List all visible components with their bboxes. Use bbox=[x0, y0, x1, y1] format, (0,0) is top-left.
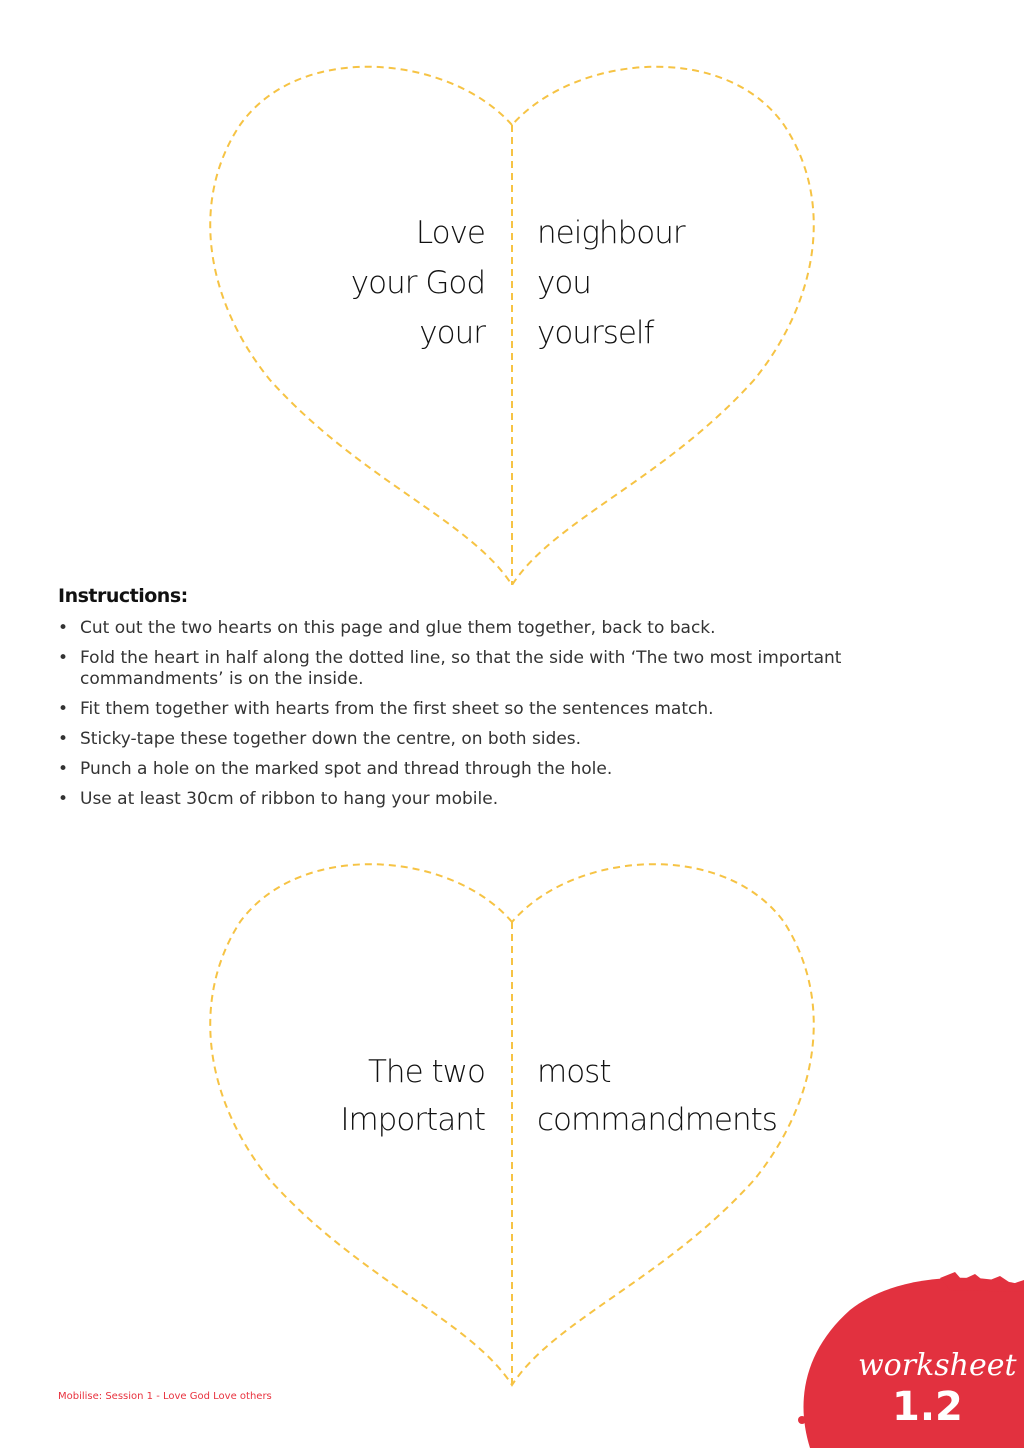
bottom-left-line-2: Important bbox=[340, 1102, 485, 1138]
worksheet-label: worksheet bbox=[858, 1348, 1017, 1383]
footer-session-text: Mobilise: Session 1 - Love God Love others bbox=[58, 1391, 272, 1402]
top-left-line-2: your God bbox=[350, 265, 485, 301]
top-heart-left-text bbox=[351, 208, 485, 358]
instruction-item: • Cut out the two hearts on this page and glue them together, back to back. bbox=[56, 618, 896, 639]
instruction-item: • Fold the heart in half along the dotted line, so that the side with ‘The two most important commandments’ is on the inside. bbox=[56, 648, 896, 690]
bottom-right-line-1: most bbox=[537, 1054, 611, 1090]
instruction-item: • Punch a hole on the marked spot and thread through the hole. bbox=[56, 759, 896, 780]
worksheet-number: 1.2 bbox=[892, 1384, 963, 1430]
top-left-line-3: your bbox=[419, 315, 485, 351]
top-heart-outline bbox=[0, 0, 1024, 600]
bottom-heart-right-text bbox=[537, 1048, 777, 1144]
instruction-item: • Use at least 30cm of ribbon to hang your mobile. bbox=[56, 789, 896, 810]
badge-blob-splatter bbox=[940, 1272, 1024, 1292]
instruction-item: • Fit them together with hearts from the first sheet so the sentences match. bbox=[56, 699, 896, 720]
bottom-right-line-2: commandments bbox=[537, 1102, 777, 1138]
top-right-line-2: you bbox=[537, 265, 591, 301]
instructions-list bbox=[56, 618, 896, 819]
top-left-line-1: Love bbox=[415, 215, 485, 251]
bottom-heart-left-text bbox=[340, 1048, 485, 1144]
top-right-line-1: neighbour bbox=[537, 215, 685, 251]
instructions-title: Instructions: bbox=[58, 585, 188, 607]
badge-blob-dot bbox=[798, 1416, 806, 1424]
top-heart-right-text bbox=[537, 208, 685, 358]
top-right-line-3: yourself bbox=[537, 315, 654, 351]
instruction-item: • Sticky-tape these together down the centre, on both sides. bbox=[56, 729, 896, 750]
bottom-left-line-1: The two bbox=[368, 1054, 485, 1090]
top-heart-outline-path bbox=[210, 67, 814, 585]
